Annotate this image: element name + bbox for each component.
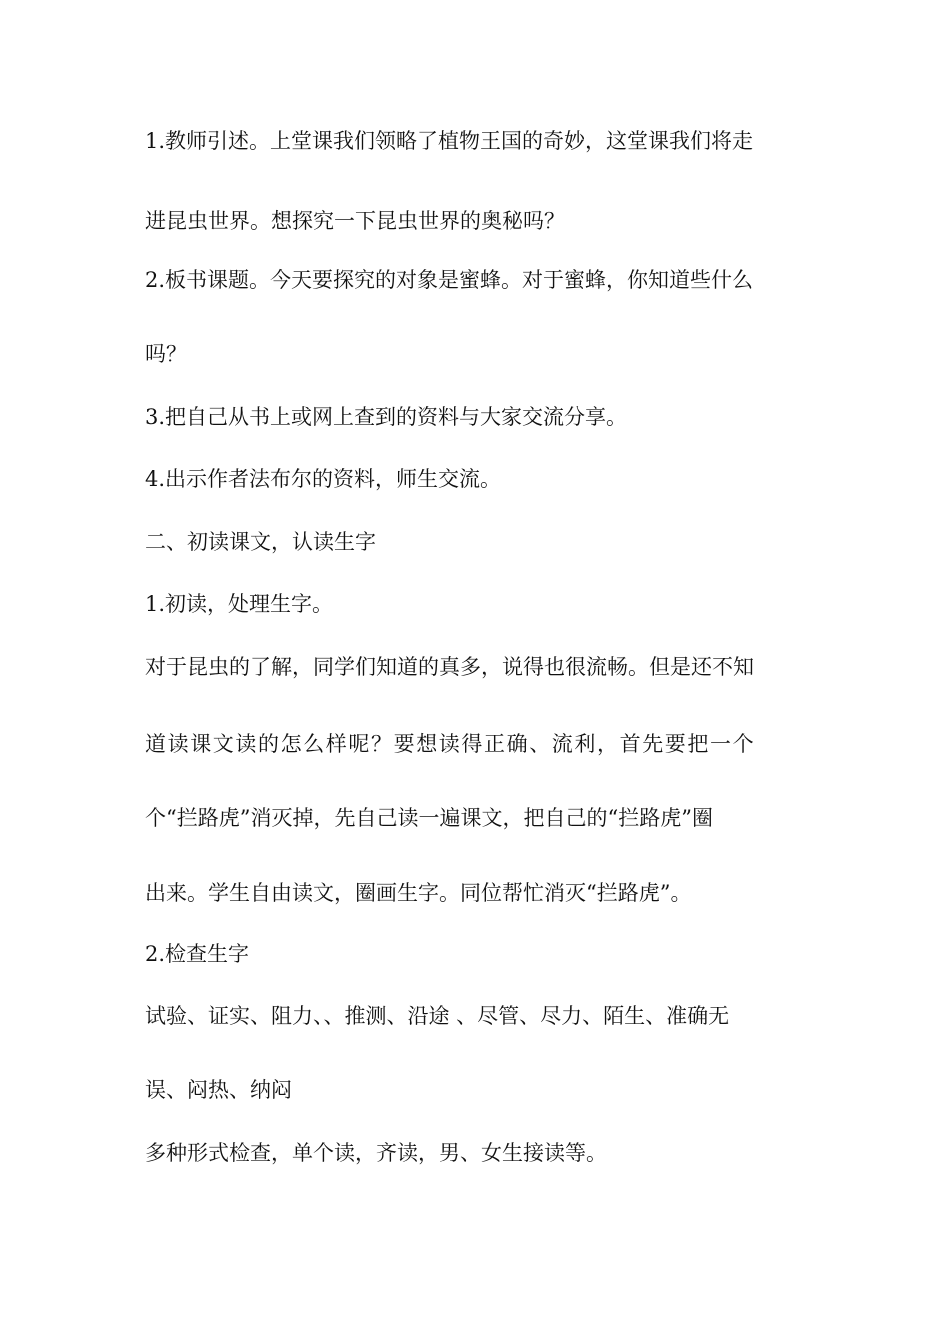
paragraph-line: 试验、证实、阻力、、推测、沿途 、尽管、尽力、陌生、准确无: [145, 1004, 730, 1028]
paragraph-line: 2.板书课题。今天要探究的对象是蜜蜂。对于蜜蜂，你知道些什么: [145, 268, 754, 292]
paragraph-line: 道读课文读的怎么样呢？要想读得正确、流利，首先要把一个: [145, 732, 756, 756]
paragraph-line: 吗？: [145, 342, 187, 366]
paragraph-line: 误、闷热、纳闷: [145, 1078, 292, 1102]
paragraph-line: 1.初读，处理生字。: [145, 592, 334, 616]
paragraph-line: 出来。学生自由读文，圈画生字。同位帮忙消灭“拦路虎”。: [145, 881, 692, 905]
paragraph-line: 2.检查生字: [145, 942, 250, 966]
section-heading: 二、初读课文，认读生字: [145, 530, 376, 554]
paragraph-line: 4.出示作者法布尔的资料，师生交流。: [145, 467, 502, 491]
paragraph-line: 1.教师引述。上堂课我们领略了植物王国的奇妙，这堂课我们将走: [145, 129, 754, 153]
paragraph-line: 个“拦路虎”消灭掉，先自己读一遍课文，把自己的“拦路虎”圈: [145, 806, 713, 830]
paragraph-line: 对于昆虫的了解，同学们知道的真多，说得也很流畅。但是还不知: [145, 655, 754, 679]
paragraph-line: 3.把自己从书上或网上查到的资料与大家交流分享。: [145, 405, 628, 429]
paragraph-line: 进昆虫世界。想探究一下昆虫世界的奥秘吗？: [145, 209, 565, 233]
paragraph-line: 多种形式检查，单个读，齐读，男、女生接读等。: [145, 1141, 607, 1165]
